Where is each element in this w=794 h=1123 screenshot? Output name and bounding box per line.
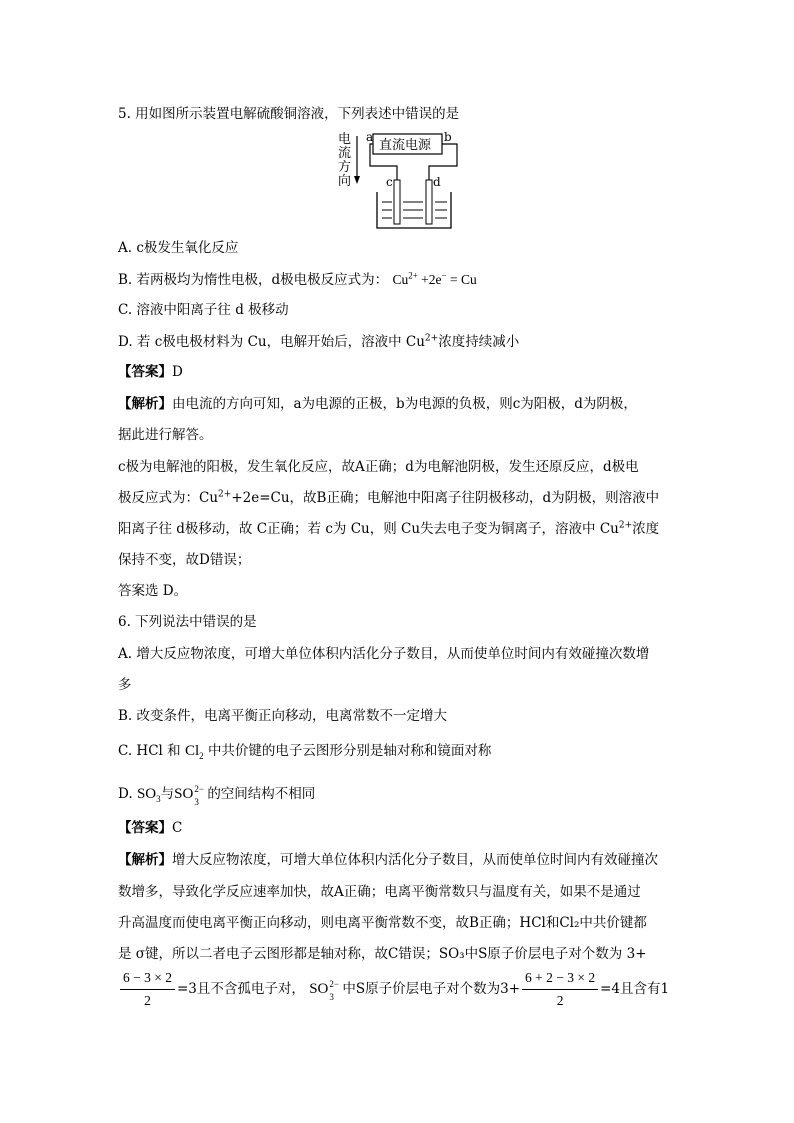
current-direction-arrow <box>354 136 360 184</box>
q6-answer-label: 【答案】 <box>118 820 172 836</box>
q5-option-b-equation: $Cu^{2+} +2e^- = Cu$ <box>392 270 477 287</box>
electrode-d <box>426 180 432 224</box>
arrow-char-1: 电 <box>338 132 352 147</box>
q5-analysis-label: 【解析】 <box>118 396 172 412</box>
electrode-c-label: c <box>386 175 393 189</box>
q5-analysis-6: 保持不变，故D错误； <box>118 552 251 568</box>
q5-answer <box>118 362 183 382</box>
q5-analysis-5: 阳离子往 d极移动，故 C正确；若 c为 Cu，则 Cu失去电子变为铜离子，溶液中 $Cu^{2+}$浓度 <box>118 520 660 537</box>
q6-answer <box>118 818 182 838</box>
arrow-char-2: 流 <box>338 146 352 161</box>
q6-option-a-1: A. 增大反应物浓度，可增大单位体积内活化分子数目，从而使单位时间内有效碰撞次数增 <box>118 646 650 662</box>
q6-analysis-label: 【解析】 <box>118 852 172 868</box>
electrolysis-diagram <box>330 126 480 234</box>
q6-analysis-5: $\frac{6 - 3 \times 2}{2}$ =3且不含孤电子对， SO 2− 3 中S原子价层电子对个数为3+ $\frac{6 + 2 - 3 \times 2}{2}$ =4且含有1 <box>118 967 669 1011</box>
q5-analysis-4: 极反应式为：$Cu^{2+}+2e=Cu$，故B正确；电解池中阳离子往阴极移动，d为阴极，则溶液中 <box>118 489 660 506</box>
solution-lines <box>382 202 447 218</box>
q6-option-d: D. $SO_3$与SO 2− 3 的空间结构不相同 <box>118 784 316 807</box>
fraction-1: $\frac{6 - 3 \times 2}{2}$ <box>120 969 175 1010</box>
electrode-c <box>394 180 400 224</box>
q5-option-c: C. 溶液中阳离子往 d 极移动 <box>118 302 289 318</box>
fraction-2: $\frac{6 + 2 - 3 \times 2}{2}$ <box>522 969 598 1010</box>
q5-stem: 5. 用如图所示装置电解硫酸铜溶液，下列表述中错误的是 <box>118 106 460 122</box>
q5-option-b <box>118 270 477 290</box>
q5-answer-value: D <box>172 364 183 380</box>
q5-option-d: D. 若 c极电极材料为 Cu，电解开始后，溶液中 $Cu^{2+}$浓度持续减小 <box>118 333 520 350</box>
arrow-char-4: 向 <box>338 174 352 189</box>
q5-option-b-text: B. 若两极均为惰性电极，d极电极反应式为： <box>118 272 389 288</box>
q5-analysis-3: c极为电解池的阳极，发生氧化反应，故A正确；d为电解池阴极，发生还原反应，d极电 <box>118 459 639 475</box>
q6-option-a-2: 多 <box>118 677 132 693</box>
terminal-a-label: a <box>366 130 374 144</box>
electrode-d-label: d <box>433 175 441 189</box>
q5-analysis-2: 据此进行解答。 <box>118 427 213 443</box>
q6-answer-value: C <box>172 820 183 836</box>
q6-option-b: B. 改变条件，电离平衡正向移动，电离常数不一定增大 <box>118 708 448 724</box>
q6-analysis-1: 【解析】增大反应物浓度，可增大单位体积内活化分子数目，从而使单位时间内有效碰撞次 <box>118 852 658 868</box>
q5-answer-label: 【答案】 <box>118 364 172 380</box>
power-supply-label: 直流电源 <box>379 138 432 153</box>
q6-analysis-2: 数增多，导致化学反应速率加快，故A正确；电离平衡常数只与温度有关，如果不是通过 <box>118 884 641 900</box>
q6-analysis-4: 是 σ键，所以二者电子云图形都是轴对称，故C错误；SO₃中S原子价层电子对个数为 3+ <box>118 946 647 962</box>
q6-analysis-3: 升高温度而使电离平衡正向移动，则电离平衡常数不变，故B正确；HCl和Cl₂中共价键都 <box>118 915 647 931</box>
q5-conclusion: 答案选 D。 <box>118 583 188 599</box>
arrow-char-3: 方 <box>338 160 352 175</box>
q6-option-c: C. HCl 和 $Cl_2$ 中共价键的电子云图形分别是轴对称和镜面对称 <box>118 743 492 761</box>
q6-stem: 6. 下列说法中错误的是 <box>118 614 257 630</box>
q5-analysis-1: 【解析】由电流的方向可知，a为电源的正极，b为电源的负极，则c为阳极，d为阴极， <box>118 396 637 412</box>
q5-option-a: A. c极发生氧化反应 <box>118 240 239 256</box>
terminal-b-label: b <box>444 130 452 144</box>
